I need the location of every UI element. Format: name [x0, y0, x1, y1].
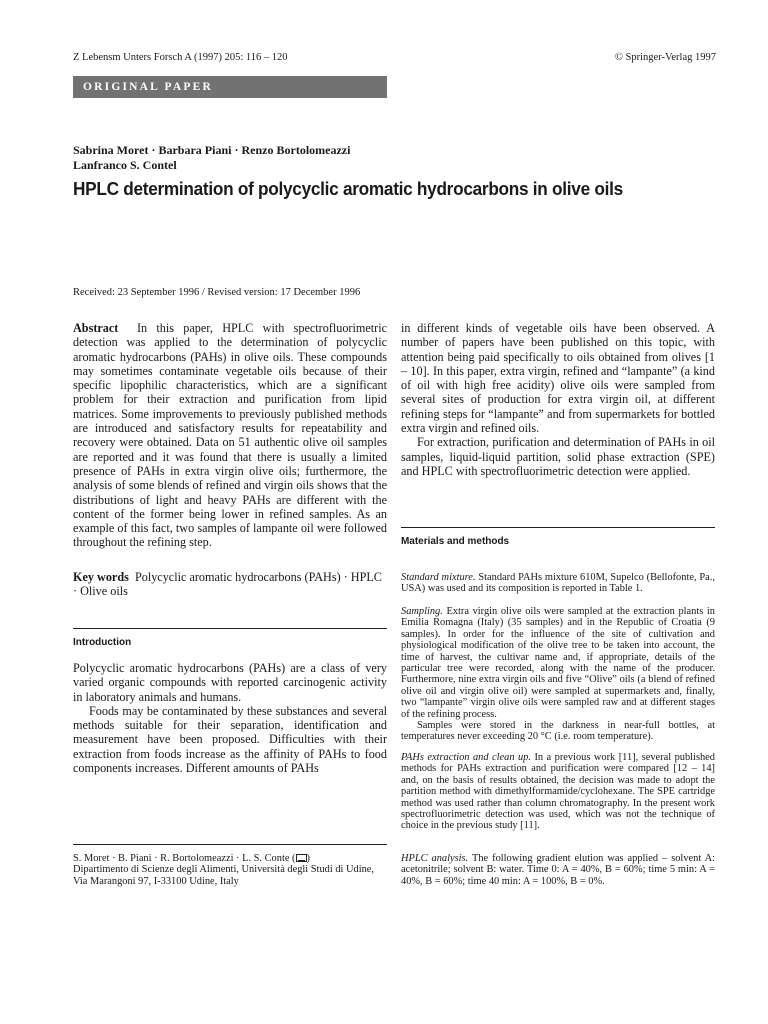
sampling: [401, 606, 715, 720]
abstract: [73, 321, 387, 550]
keywords-block: [73, 570, 387, 599]
methods-heading: Materials and methods: [401, 535, 510, 547]
extraction-block: [401, 752, 715, 832]
sampling-label: Sampling.: [401, 606, 443, 617]
author-separator: ·: [151, 143, 156, 157]
article-type-label: ORIGINAL PAPER: [73, 76, 387, 98]
author-name: Barbara Piani: [158, 143, 232, 157]
author-list: [73, 143, 350, 172]
introduction-heading: Introduction: [73, 636, 132, 648]
author-line-1: [73, 143, 350, 158]
keywords-label: Key words: [73, 570, 129, 584]
intro-paragraph-2: Foods may be contaminated by these substances and several methods suitable for their separation, identification and measurement have been proposed. Difficulties with their extraction from foods increase as the affinity of PAHs to food components increases. Different amounts of PAHs: [73, 703, 387, 776]
keywords: [73, 570, 387, 599]
footnote-rule: [73, 844, 387, 845]
intro-paragraph-1: Polycyclic aromatic hydrocarbons (PAHs) are a class of very varied organic compounds with reported carcinogenic activity in laboratory animals and humans.: [73, 661, 387, 704]
affiliation-block: [73, 853, 387, 887]
affiliation-authors-end: ): [306, 853, 310, 864]
standard-mixture-label: Standard mixture.: [401, 572, 476, 583]
envelope-icon: [296, 854, 307, 862]
introduction-block: [73, 661, 387, 775]
right-intro-block: [401, 321, 715, 478]
sampling-block: [401, 606, 715, 743]
abstract-label: Abstract: [73, 321, 119, 335]
paper-title: HPLC determination of polycyclic aromatic hydrocarbons in olive oils: [73, 178, 623, 199]
hplc-label: HPLC analysis.: [401, 853, 469, 864]
keywords-text: Polycyclic aromatic hydrocarbons (PAHs) · HPLC · Olive oils: [73, 570, 382, 599]
hplc-block: [401, 853, 715, 887]
extraction-label: PAHs extraction and clean up.: [401, 752, 531, 763]
standard-mixture-text: Standard PAHs mixture 610M, Supelco (Bellofonte, Pa., USA) was used and its composition is reported in Table 1.: [401, 572, 715, 595]
abstract-block: [73, 321, 387, 550]
author-name: Renzo Bortolomeazzi: [241, 143, 351, 157]
methods-rule: [401, 527, 715, 528]
affiliation-names: [73, 853, 387, 864]
affiliation-authors: S. Moret · B. Piani · R. Bortolomeazzi · L. S. Conte (: [73, 853, 296, 864]
extraction-text: In a previous work [11], several published methods for PAHs extraction and purification were compared [12 – 14] and, on the basis of results obtained, the decision was made to adopt the partition method with dimethylformamide/cyclohexane. The SPE cartridge method was used rather than column chromatography. In the present work spectrofluorimetric detection was used, which was not the technique of choice in the previous study [11].: [401, 752, 715, 832]
abstract-text: In this paper, HPLC with spectrofluorimetric detection was applied to the determination of polycyclic aromatic hydrocarbons (PAHs) in olive oils. These compounds may sometimes contaminate vegetable oils because of their specific lipophilic characteristics, which are a significant problem for their extraction and purification from lipid matrices. Some improvements to previously published methods are introduced and satisfactory results for repeatability and recovery were obtained. Data on 51 authentic olive oil samples are reported and it was found that there is usually a limited presence of PAHs in extra virgin olive oils; furthermore, the analysis of some blends of refined and virgin oils shows that the distributions of light and heavy PAHs are different with the content of the former being lower in refined samples. As an example of this fact, two samples of lampante oil were followed throughout the refining step.: [73, 321, 388, 550]
standard-mixture: [401, 572, 715, 595]
sampling-storage: Samples were stored in the darkness in near-full bottles, at temperatures never exceeding 20 °C (i.e. room temperature).: [401, 720, 715, 743]
intro-rule: [73, 628, 387, 629]
extraction: [401, 752, 715, 832]
hplc-analysis: [401, 853, 715, 887]
author-separator: ·: [234, 143, 239, 157]
author-name: Sabrina Moret: [73, 143, 149, 157]
author-line-2: Lanfranco S. Contel: [73, 157, 177, 172]
journal-citation: Z Lebensm Unters Forsch A (1997) 205: 116 – 120: [73, 52, 288, 63]
received-dates: Received: 23 September 1996 / Revised version: 17 December 1996: [73, 287, 361, 298]
affiliation-address: Dipartimento di Scienze degli Alimenti, Università degli Studi di Udine, Via Marangoni 97, I-33100 Udine, Italy: [73, 864, 374, 887]
standard-mixture-block: [401, 572, 715, 595]
hplc-text: The following gradient elution was applied – solvent A: acetonitrile; solvent B: water. Time 0: A = 40%, B = 60%; time 5 min: A = 40%, B = 60%; time 40 min: A = 100%, B = 0%.: [401, 853, 716, 887]
sampling-text: Extra virgin olive oils were sampled at the extraction plants in Emilia Romagna (Italy) (35 samples) and in the Republic of Croatia (9 samples). In order for the influence of the site of cultivation and physiological modification of the olive tree to be taken into account, the time of harvest, the cultivar name and, if appropriate, details of the particular tree were recorded, along with the name of the producer. Furthermore, nine extra virgin oils and five “Olive” oils (a blend of refined olive oil and virgin olive oil) were sampled at supermarkets and, finally, two “lampante” virgin olive oils were sampled raw and at different stages of the refining process.: [401, 606, 715, 720]
publisher-copyright: © Springer-Verlag 1997: [614, 52, 716, 63]
intro-paragraph-4: For extraction, purification and determination of PAHs in oil samples, liquid-liquid partition, solid phase extraction (SPE) and HPLC with spectrofluorimetric detection were applied.: [401, 435, 715, 478]
intro-paragraph-3: in different kinds of vegetable oils have been observed. A number of papers have been published on this topic, with attention being paid specifically to oils obtained from olives [1 – 10]. In this paper, extra virgin, refined and “lampante” (a kind of oil with high free acidity) olive oils were sampled from several sites of production for extra virgin oil, at different refining steps for “lampante” and from supermarkets for bottled extra virgin and refined oils.: [401, 321, 715, 436]
